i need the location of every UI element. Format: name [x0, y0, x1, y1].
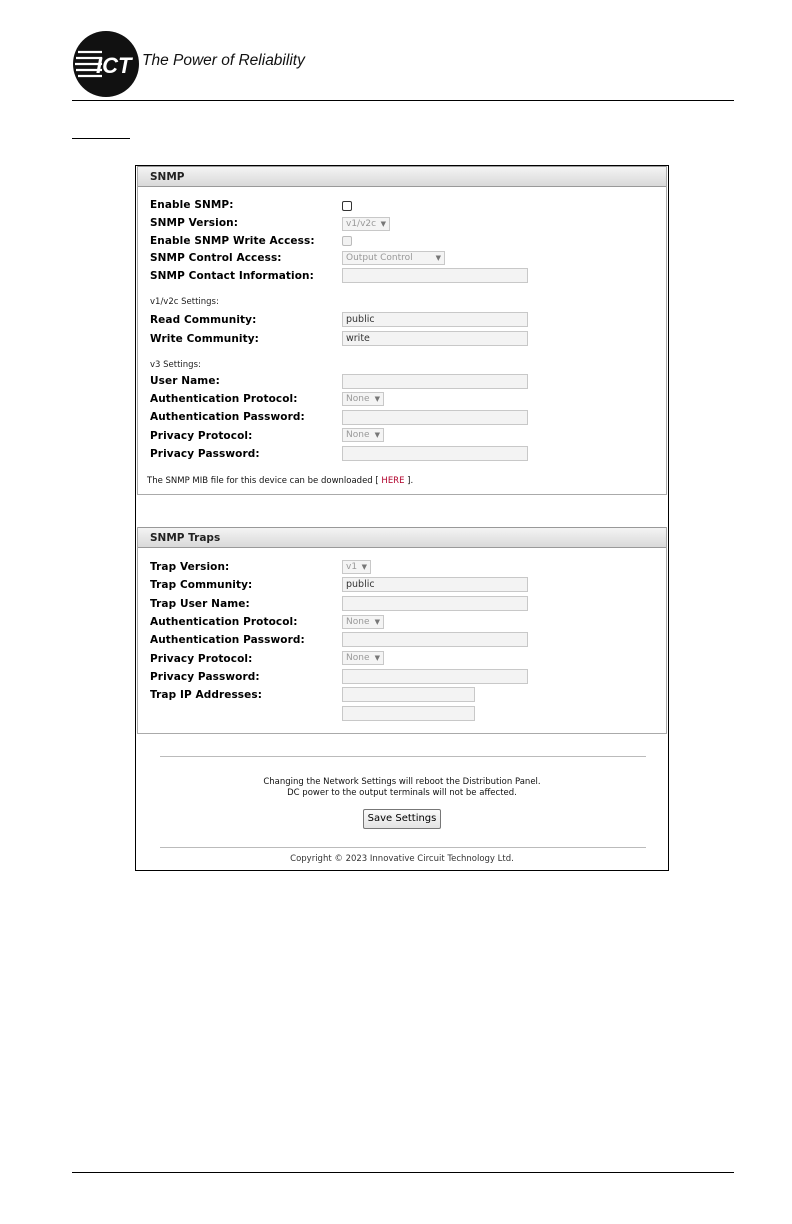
chevron-down-icon: ▼ [374, 431, 380, 439]
trap-community-input[interactable]: public [342, 577, 528, 592]
v1v2c-heading: v1/v2c Settings: [150, 297, 219, 307]
snmp-traps-title: SNMP Traps [138, 527, 666, 548]
trap-ip-addresses-label: Trap IP Addresses: [150, 689, 263, 701]
enable-snmp-checkbox[interactable] [342, 201, 352, 211]
privacy-password-input[interactable] [342, 446, 528, 461]
reboot-warning-line2: DC power to the output terminals will not be affected. [287, 788, 517, 798]
v3-heading: v3 Settings: [150, 360, 201, 370]
privacy-protocol-select[interactable]: None ▼ [342, 428, 384, 442]
control-access-label: SNMP Control Access: [150, 252, 282, 264]
chevron-down-icon: ▼ [374, 618, 380, 626]
mib-download-note: The SNMP MIB file for this device can be downloaded [ HERE ]. [147, 476, 414, 486]
trap-auth-password-input[interactable] [342, 632, 528, 647]
snmp-traps-section [137, 527, 667, 734]
user-name-input[interactable] [342, 374, 528, 389]
write-community-label: Write Community: [150, 333, 259, 345]
trap-ip-address-2-input[interactable] [342, 706, 475, 721]
trap-auth-protocol-label: Authentication Protocol: [150, 616, 298, 628]
chevron-down-icon: ▼ [374, 654, 380, 662]
snmp-section-title: SNMP [138, 166, 666, 187]
copyright-text: Copyright © 2023 Innovative Circuit Technology Ltd. [290, 854, 514, 864]
trap-community-label: Trap Community: [150, 579, 253, 591]
tagline: The Power of Reliability [142, 52, 305, 69]
contact-info-label: SNMP Contact Information: [150, 270, 314, 282]
chevron-down-icon: ▼ [361, 563, 367, 571]
read-community-input[interactable]: public [342, 312, 528, 327]
trap-ip-address-1-input[interactable] [342, 687, 475, 702]
trap-version-label: Trap Version: [150, 561, 230, 573]
control-access-select[interactable]: Output Control ▼ [342, 251, 445, 265]
trap-user-name-label: Trap User Name: [150, 598, 250, 610]
auth-password-label: Authentication Password: [150, 411, 305, 423]
read-community-label: Read Community: [150, 314, 257, 326]
page-footer-divider [72, 1172, 734, 1173]
chevron-down-icon: ▼ [380, 220, 386, 228]
snmp-version-label: SNMP Version: [150, 217, 239, 229]
privacy-protocol-label: Privacy Protocol: [150, 430, 253, 442]
snmp-section [137, 166, 667, 495]
page-header [72, 30, 734, 100]
trap-privacy-protocol-select[interactable]: None ▼ [342, 651, 384, 665]
contact-info-input[interactable] [342, 268, 528, 283]
snmp-version-select[interactable]: v1/v2c ▼ [342, 217, 390, 231]
auth-password-input[interactable] [342, 410, 528, 425]
save-settings-button[interactable]: Save Settings [363, 809, 441, 829]
footer-divider-top [160, 756, 646, 757]
settings-screenshot [135, 165, 669, 871]
chevron-down-icon: ▼ [435, 254, 441, 262]
auth-protocol-select[interactable]: None ▼ [342, 392, 384, 406]
write-community-input[interactable]: write [342, 331, 528, 346]
trap-auth-password-label: Authentication Password: [150, 634, 305, 646]
title-underline [72, 138, 130, 139]
trap-privacy-password-input[interactable] [342, 669, 528, 684]
trap-privacy-password-label: Privacy Password: [150, 671, 260, 683]
trap-privacy-protocol-label: Privacy Protocol: [150, 653, 253, 665]
mib-download-link[interactable]: HERE [381, 476, 405, 486]
trap-version-select[interactable]: v1 ▼ [342, 560, 371, 574]
write-access-checkbox[interactable] [342, 236, 352, 246]
enable-snmp-label: Enable SNMP: [150, 199, 234, 211]
trap-auth-protocol-select[interactable]: None ▼ [342, 615, 384, 629]
auth-protocol-label: Authentication Protocol: [150, 393, 298, 405]
svg-text:ICT: ICT [96, 53, 132, 78]
trap-user-name-input[interactable] [342, 596, 528, 611]
ict-logo [72, 30, 140, 98]
reboot-warning-line1: Changing the Network Settings will reboot the Distribution Panel. [263, 777, 541, 787]
user-name-label: User Name: [150, 375, 220, 387]
write-access-label: Enable SNMP Write Access: [150, 235, 315, 247]
chevron-down-icon: ▼ [374, 395, 380, 403]
privacy-password-label: Privacy Password: [150, 448, 260, 460]
header-divider [72, 100, 734, 101]
footer-divider-bottom [160, 847, 646, 848]
